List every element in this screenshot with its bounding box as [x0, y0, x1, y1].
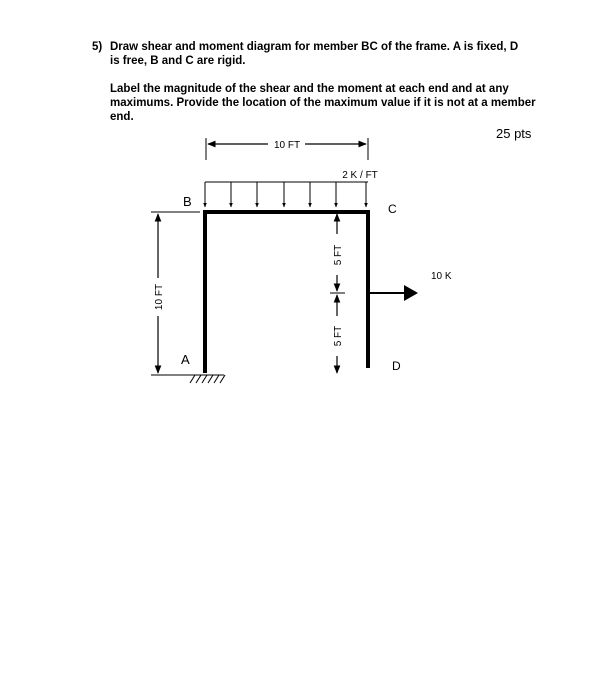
distributed-load-label: 2 K / FT: [342, 170, 378, 181]
right-dimensions: [330, 214, 345, 373]
problem-instructions: Label the magnitude of the shear and the moment at each end and at any maximums. Provide the location of the maximum value if it is not at a member end.: [110, 83, 536, 123]
label-d: D: [392, 359, 401, 373]
left-dimension: [151, 212, 200, 375]
top-dimension: [206, 138, 368, 160]
point-load: [370, 271, 452, 301]
top-dimension-label: 10 FT: [273, 140, 301, 151]
point-load-label: 10 K: [431, 271, 452, 282]
label-a: A: [181, 352, 190, 367]
label-b: B: [183, 194, 192, 209]
lower-dimension-label: 5 FT: [333, 325, 344, 347]
fixed-support: [184, 375, 225, 383]
distributed-load: [205, 170, 378, 207]
upper-dimension-label: 5 FT: [333, 244, 344, 266]
problem-text: Draw shear and moment diagram for member BC of the frame. A is fixed, D is free, B and C are rigid.: [110, 41, 519, 67]
left-dimension-label: 10 FT: [154, 283, 165, 311]
problem-number: 5): [92, 41, 103, 53]
label-c: C: [388, 202, 397, 216]
points-value: 25 pts: [496, 126, 532, 141]
